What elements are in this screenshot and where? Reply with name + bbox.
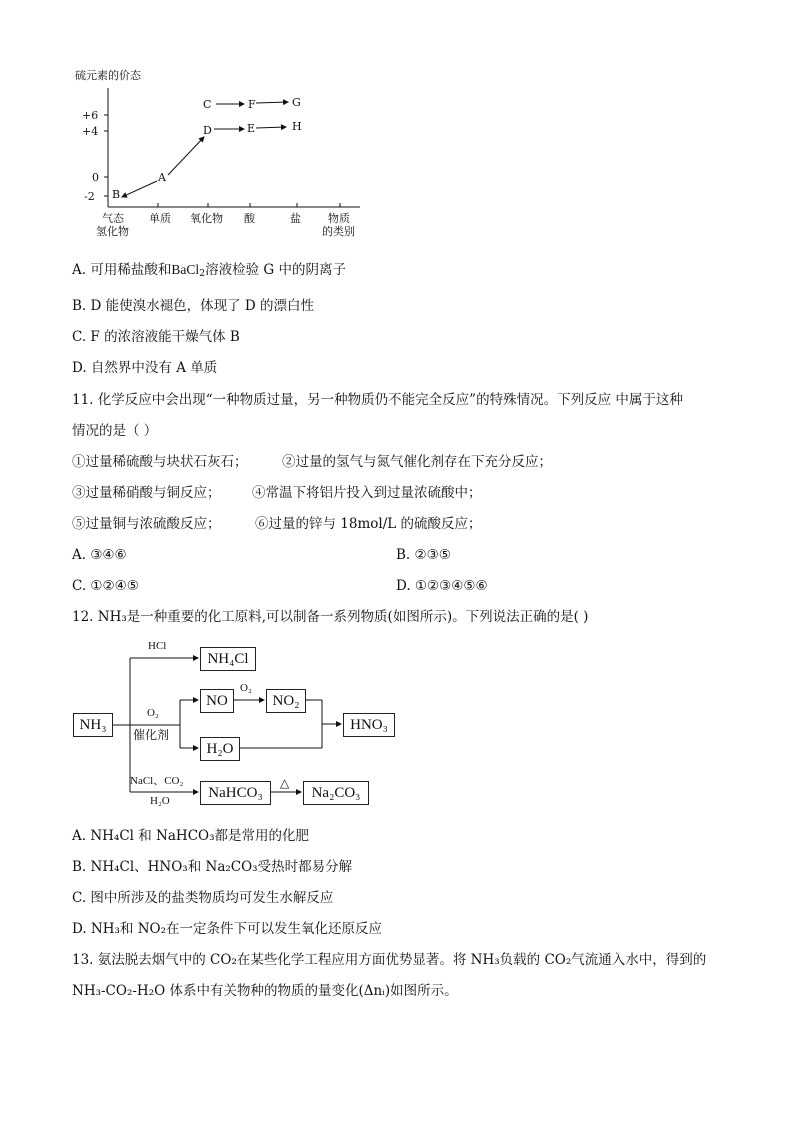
q13-stem-line2: NH₃-CO₂-H₂O 体系中有关物种的物质的量变化(Δnᵢ)如图所示。 [72,983,458,999]
q11-item-5: ⑤过量铜与浓硫酸反应； [72,516,221,532]
q12-option-a: A. NH₄Cl 和 NaHCO₃都是常用的化肥 [72,828,310,844]
no2-box: NO₂ [266,689,306,713]
q11-item-4: ④常温下将铝片投入到过量浓硫酸中； [252,485,482,501]
x-tick-class-2: 的类别 [322,225,355,238]
nh4cl-box: NH₄Cl [200,647,256,671]
q11-item-6: ⑥过量的锌与 18mol/L 的硫酸反应； [255,516,482,532]
q12-option-d: D. NH₃和 NO₂在一定条件下可以发生氧化还原反应 [72,921,383,937]
x-tick-class-1: 物质 [328,212,350,225]
h2o-box: H₂O [200,737,240,761]
point-C: C [203,98,212,111]
label-h2o: H₂O [150,795,170,807]
hno3-box: HNO₃ [343,713,395,737]
x-tick-acid: 酸 [244,212,255,225]
x-tick-hydride-1: 气态 [102,212,124,225]
q10-option-a: A. 可用稀盐酸和BaCl$_2$溶液检验 G 中的阴离子 [72,262,346,279]
y-tick-plus6: +6 [82,109,99,122]
q11-option-d: D. ①②③④⑤⑥ [396,578,488,594]
q11-item-1: ①过量稀硫酸与块状石灰石； [72,454,248,470]
q13-stem-line1: 13. 氨法脱去烟气中的 CO₂在某些化学工程应用方面优势显著。将 NH₃负载的 CO₂气流通入水中，得到的 [72,952,707,968]
point-A: A [158,171,166,184]
y-axis-title: 硫元素的价态 [75,69,141,82]
sulfur-valence-chart [60,60,380,250]
label-heat: △ [280,776,290,790]
nahco3-box: NaHCO₃ [200,781,271,805]
point-G: G [292,96,301,109]
q12-option-c: C. 图中所涉及的盐类物质均可发生水解反应 [72,890,334,906]
q11-option-b: B. ②③⑤ [396,547,451,563]
q10-option-c: C. F 的浓溶液能干燥气体 B [72,329,240,345]
label-catalyst: 催化剂 [133,728,170,742]
point-B: B [112,188,121,201]
q11-item-2: ②过量的氢气与氮气催化剂存在下充分反应； [282,454,552,470]
x-tick-salt: 盐 [290,212,301,225]
q12-option-b: B. NH₄Cl、HNO₃和 Na₂CO₃受热时都易分解 [72,859,353,875]
x-tick-oxide: 氧化物 [190,212,223,225]
x-tick-element: 单质 [149,212,171,225]
na2co3-box: Na₂CO₃ [303,781,369,805]
y-tick-plus4: +4 [82,125,99,138]
point-F: F [248,98,256,111]
label-o2-oxidation: O₂ [240,682,252,694]
q10-option-b: B. D 能使溴水褪色，体现了 D 的漂白性 [72,298,315,314]
label-nacl-co2: NaCl、CO₂ [130,775,184,787]
label-hcl: HCl [148,640,167,652]
q11-option-c: C. ①②④⑤ [72,578,139,594]
q11-option-a: A. ③④⑥ [72,547,127,563]
q11-stem-line1: 11. 化学反应中会出现“一种物质过量，另一种物质仍不能完全反应”的特殊情况。下列反应 中属于这种 [72,392,683,408]
q10-option-d: D. 自然界中没有 A 单质 [72,360,218,376]
label-o2-catalyst: O₂ [147,707,159,719]
x-tick-hydride-2: 氢化物 [96,225,129,238]
point-E: E [247,122,256,135]
q11-stem-line2: 情况的是（ ） [72,423,158,439]
q11-item-3: ③过量稀硝酸与铜反应； [72,485,221,501]
point-H: H [292,120,302,133]
point-D: D [203,124,212,137]
y-tick-minus2: -2 [84,190,95,203]
y-tick-0: 0 [92,171,99,184]
q12-stem: 12. NH₃是一种重要的化工原料,可以制备一系列物质(如图所示)。下列说法正确的是( ) [72,609,589,625]
no-box: NO [200,689,234,713]
nh3-box: NH₃ [73,713,113,737]
